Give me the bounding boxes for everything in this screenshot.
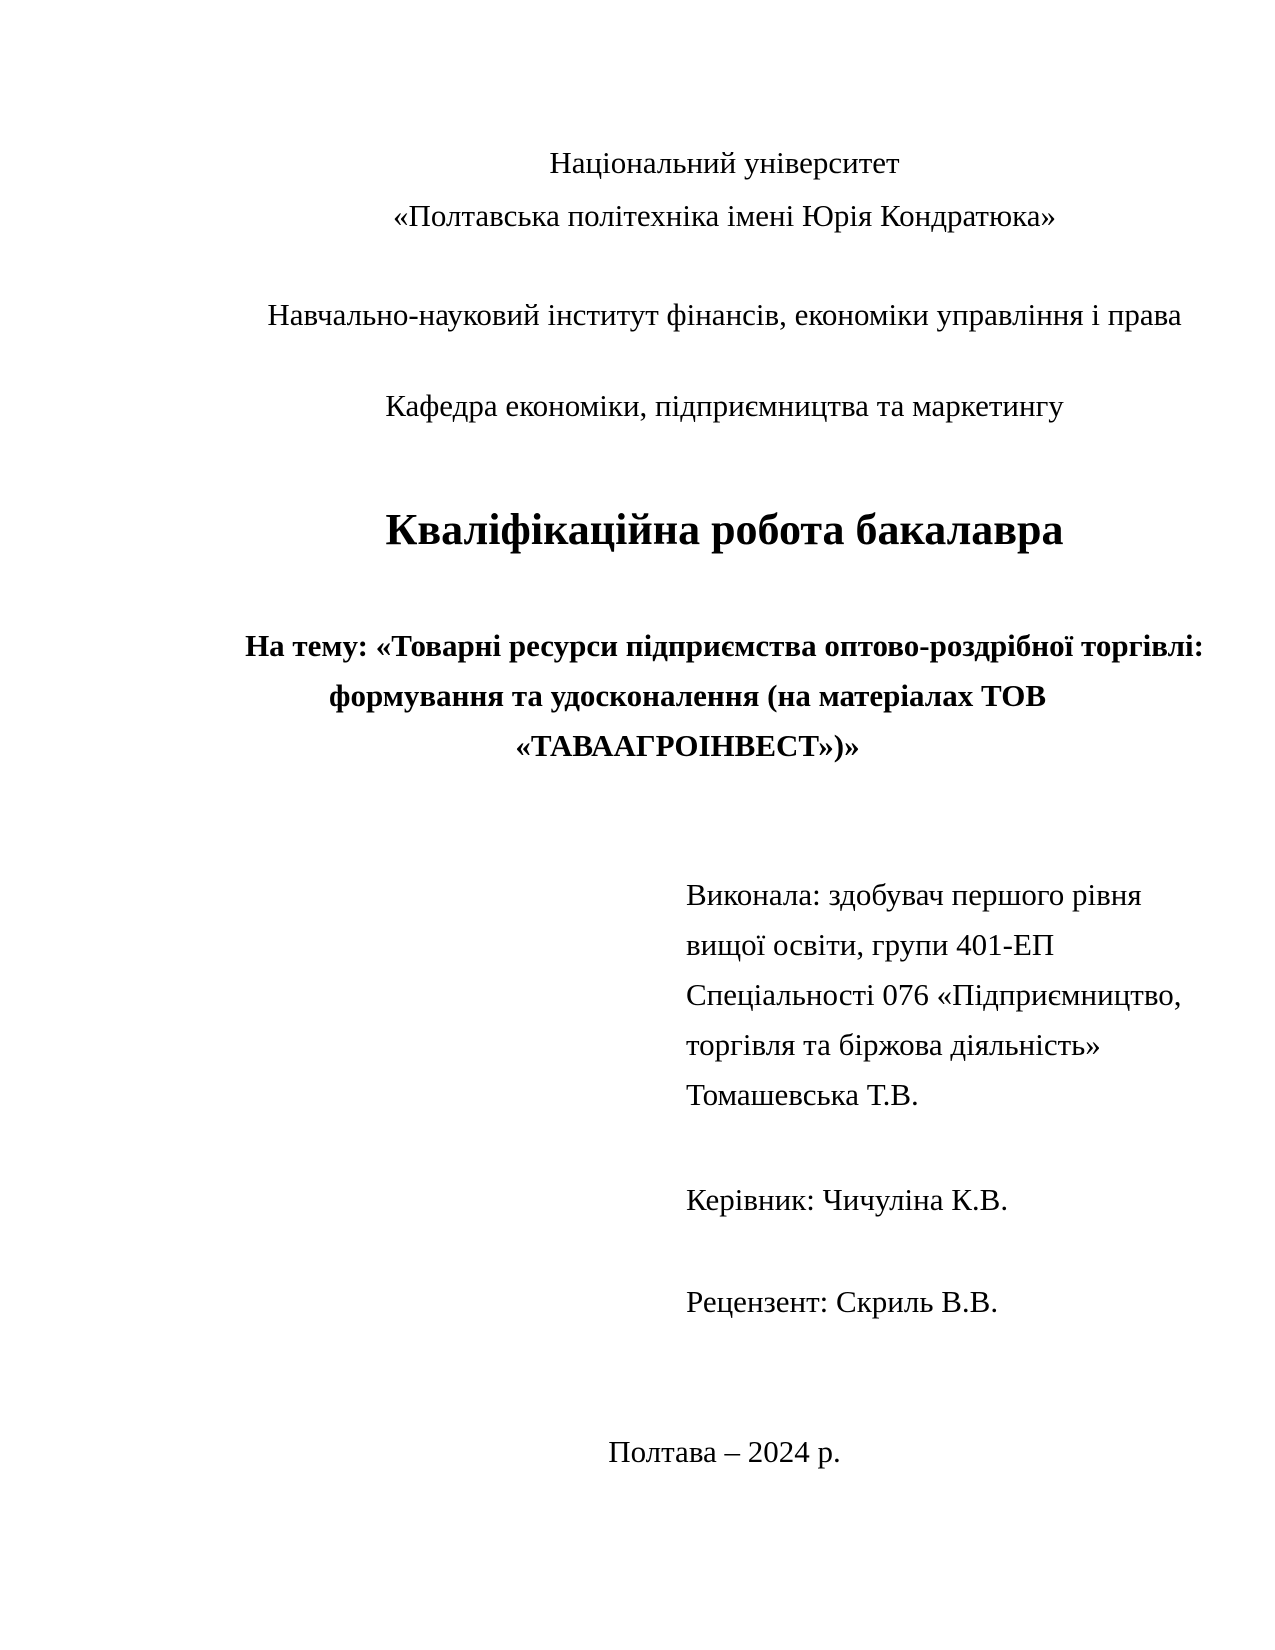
author-info-line-1: Виконала: здобувач першого рівня: [686, 877, 1142, 912]
author-info-line-2: вищої освіти, групи 401-ЕП: [686, 927, 1055, 962]
thesis-title: Кваліфікаційна робота бакалавра: [385, 505, 1064, 554]
university-full-name: «Полтавська політехніка імені Юрія Кондратюка»: [393, 198, 1056, 233]
supervisor-line: Керівник: Чичуліна К.В.: [686, 1182, 1009, 1217]
author-info: [686, 870, 1182, 1120]
thesis-topic-line-3: «ТАВААГРОІНВЕСТ»)»: [515, 728, 860, 763]
university-name: Національний університет: [549, 145, 900, 180]
institute-name: Навчально-науковий інститут фінансів, економіки управління і права: [267, 297, 1182, 332]
thesis-topic-line-1: На тему: «Товарні ресурси підприємства оптово-роздрібної торгівлі:: [245, 628, 1204, 663]
author-name: Томашевська Т.В.: [686, 1077, 919, 1112]
footer-city-year: Полтава – 2024 р.: [608, 1434, 841, 1469]
department-name: Кафедра економіки, підприємництва та маркетингу: [385, 388, 1064, 423]
thesis-topic-line-2: формування та удосконалення (на матеріалах ТОВ: [329, 678, 1046, 713]
author-info-line-4: торгівля та біржова діяльність»: [686, 1027, 1101, 1062]
author-info-line-3: Спеціальності 076 «Підприємництво,: [686, 977, 1182, 1012]
thesis-topic: [160, 621, 1215, 771]
reviewer-line: Рецензент: Скриль В.В.: [686, 1284, 999, 1319]
